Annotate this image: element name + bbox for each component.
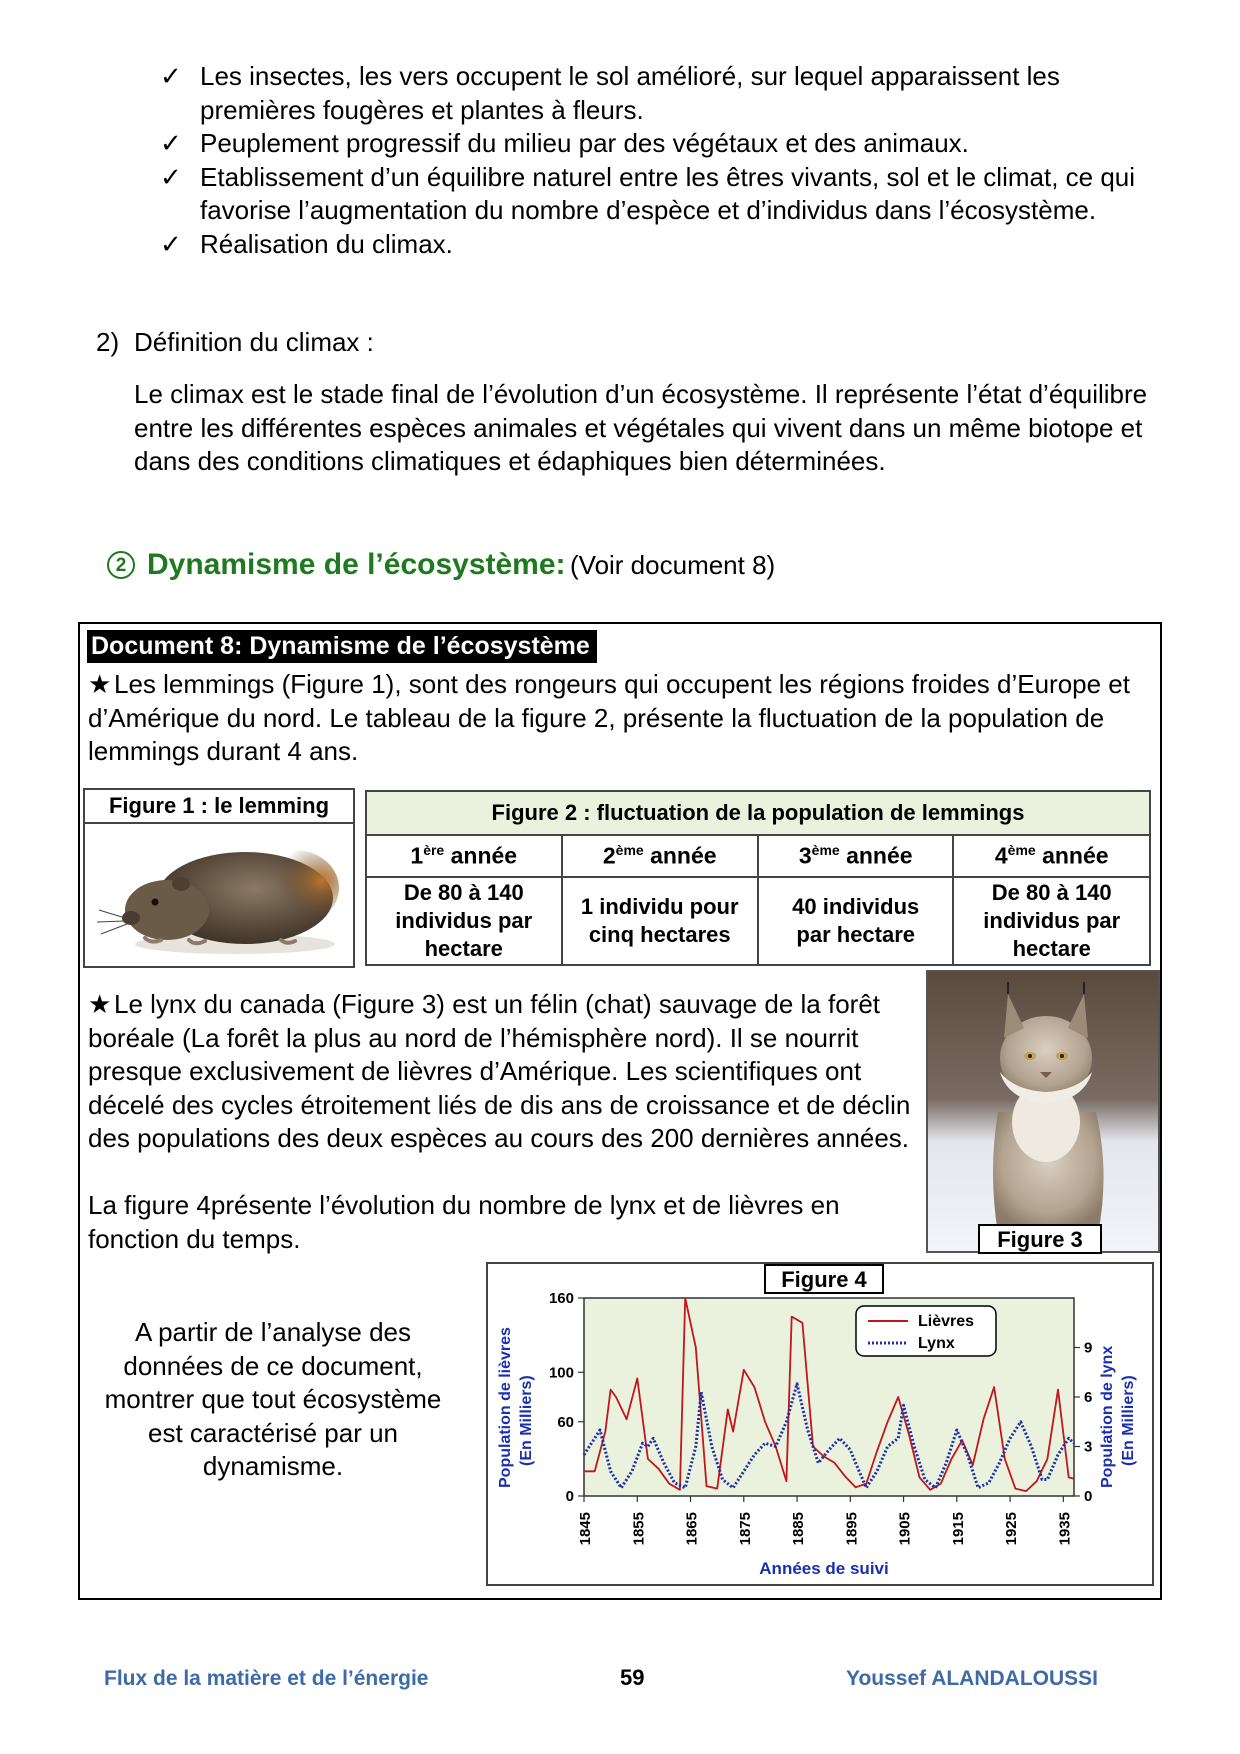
- figure-4-title: Figure 4: [781, 1267, 867, 1292]
- list-item: ✓ Etablissement d’un équilibre naturel entre les êtres vivants, sol et le climat, ce qui favorise l’augmentation du nombre d’espèce et d’individus dans l’écosystème.: [160, 161, 1136, 225]
- x-tick-label: 1925: [1003, 1512, 1021, 1546]
- figure-2-caption: Figure 2 : fluctuation de la population de lemmings: [366, 791, 1150, 835]
- figure-4-intro: La figure 4présente l’évolution du nombre de lynx et de lièvres en fonction du temps.: [88, 1190, 840, 1254]
- figure-4: [486, 1262, 1154, 1586]
- x-tick-label: 1865: [683, 1512, 701, 1546]
- y-left-axis-title: Population de lièvres: [497, 1327, 514, 1488]
- y-right-tick-label: 9: [1084, 1339, 1093, 1357]
- section-number: 2): [96, 327, 120, 357]
- legend-lynx-label: Lynx: [918, 1335, 955, 1352]
- check-icon: ✓: [160, 61, 182, 91]
- figure-1: [83, 788, 355, 968]
- heading-title: Dynamisme de l’écosystème:: [147, 548, 566, 581]
- population-cell: De 80 à 140 individus par hectare: [953, 877, 1150, 965]
- heading-dynamism: [107, 548, 775, 582]
- figure-2-table: [365, 790, 1151, 966]
- figure-1-caption: Figure 1 : le lemming: [85, 790, 353, 824]
- year-header: 2ème année: [562, 835, 758, 877]
- year-header: 3ème année: [758, 835, 954, 877]
- y-left-tick-label: 60: [557, 1413, 574, 1431]
- plot-area: [497, 1290, 1137, 1578]
- figure-3-caption: Figure 3: [978, 1224, 1102, 1254]
- population-cell: 1 individu pour cinq hectares: [562, 877, 758, 965]
- x-tick-label: 1895: [843, 1512, 861, 1546]
- y-right-tick-label: 0: [1084, 1488, 1093, 1505]
- star-icon: ★: [88, 669, 112, 699]
- population-cell: De 80 à 140 individus par hectare: [366, 877, 562, 965]
- section-2-title: [96, 326, 374, 359]
- list-item: ✓ Réalisation du climax.: [160, 228, 1170, 262]
- y-left-tick-label: 0: [565, 1488, 574, 1505]
- list-item: ✓ Les insectes, les vers occupent le sol amélioré, sur lequel apparaissent les premières fougères et plantes à fleurs.: [160, 61, 1060, 125]
- footer-author: Youssef ALANDALOUSSI: [846, 1667, 1099, 1690]
- population-cell: 40 individus par hectare: [758, 877, 954, 965]
- year-header: 4ème année: [953, 835, 1150, 877]
- y-right-axis-unit: (En Milliers): [1120, 1375, 1137, 1466]
- population-chart: [488, 1264, 1152, 1584]
- document-8-title: Document 8: Dynamisme de l’écosystème: [87, 630, 597, 663]
- y-left-axis-unit: (En Milliers): [518, 1375, 535, 1466]
- y-left-tick-label: 100: [548, 1364, 574, 1382]
- y-right-tick-label: 3: [1084, 1438, 1093, 1456]
- heading-reference: (Voir document 8): [570, 550, 776, 580]
- check-icon: ✓: [160, 228, 182, 259]
- climax-definition: Le climax est le stade final de l’évolution d’un écosystème. Il représente l’état d’équilibre entre les différentes espèces animales et végétales qui vivent dans un même biotope et dans des conditions climatiques et édaphiques bien déterminées.: [134, 379, 1148, 476]
- x-tick-label: 1915: [949, 1512, 967, 1546]
- check-list: [160, 60, 1170, 261]
- y-left-tick-label: 160: [548, 1290, 574, 1307]
- legend-hares-label: Lièvres: [918, 1313, 975, 1330]
- lynx-photo: [928, 972, 1160, 1253]
- x-tick-label: 1875: [736, 1512, 754, 1546]
- check-icon: ✓: [160, 161, 182, 192]
- year-header: 1ère année: [366, 835, 562, 877]
- lemming-illustration: [85, 826, 353, 966]
- x-tick-label: 1855: [630, 1512, 648, 1546]
- section-title: Définition du climax :: [134, 327, 374, 357]
- x-tick-label: 1935: [1056, 1512, 1074, 1546]
- circled-number-icon: 2: [107, 551, 135, 579]
- x-tick-label: 1845: [577, 1512, 594, 1546]
- page-number: 59: [620, 1665, 645, 1690]
- lynx-paragraph: ★ Le lynx du canada (Figure 3) est un félin (chat) sauvage de la forêt boréale (La forêt la plus au nord de l’hémisphère nord). Il se nourrit presque exclusivement de lièvres d’Amérique. Les scientifiques ont décelé des cycles étroitement liés de dis ans de croissance et de déclin des populations des deux espèces au cours des 200 dernières années.: [88, 989, 911, 1153]
- x-tick-label: 1905: [896, 1512, 914, 1546]
- plot-background: [584, 1298, 1074, 1496]
- star-icon: ★: [88, 989, 112, 1019]
- lemming-intro: ★ Les lemmings (Figure 1), sont des rongeurs qui occupent les régions froides d’Europe et d’Amérique du nord. Le tableau de la figure 2, présente la fluctuation de la population de lemmings durant 4 ans.: [88, 669, 1130, 766]
- footer-course: Flux de la matière et de l’énergie: [104, 1667, 429, 1690]
- y-right-axis-title: Population de lynx: [1099, 1345, 1116, 1488]
- question-text: A partir de l’analyse des données de ce document, montrer que tout écosystème est caractérisé par un dynamisme.: [104, 1317, 442, 1481]
- x-axis-title: Années de suivi: [759, 1559, 889, 1578]
- y-right-tick-label: 6: [1084, 1389, 1093, 1406]
- figure-3: [926, 970, 1160, 1253]
- x-tick-label: 1885: [790, 1512, 808, 1546]
- list-item: ✓ Peuplement progressif du milieu par des végétaux et des animaux.: [160, 127, 1170, 161]
- check-icon: ✓: [160, 128, 182, 158]
